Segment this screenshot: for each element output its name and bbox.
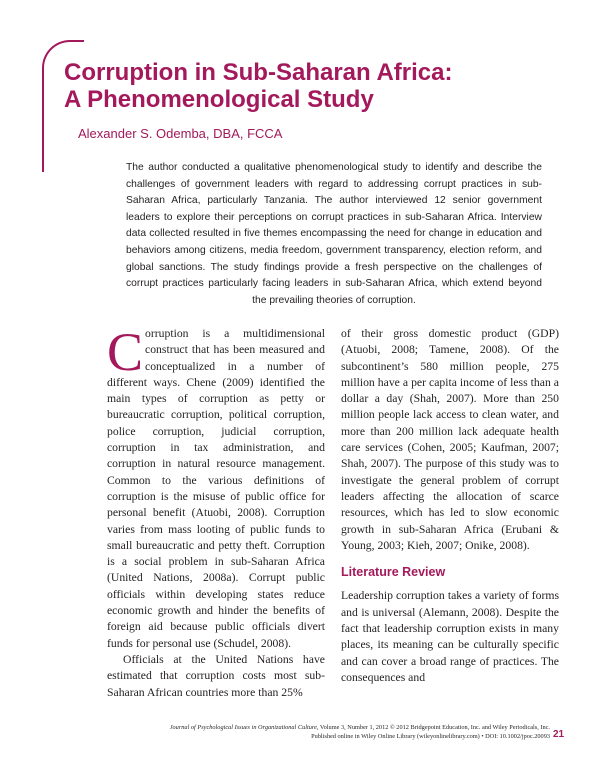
- footer-citation: , Volume 3, Number 1, 2012 © 2012 Bridgepoint Education, Inc. and Wiley Periodicals, Inc.: [316, 724, 550, 731]
- journal-name: Journal of Psychological Issues in Organizational Culture: [169, 724, 317, 731]
- author-byline: Alexander S. Odemba, DBA, FCCA: [78, 126, 283, 141]
- article-title: [64, 59, 584, 113]
- body-column-left: [107, 322, 325, 701]
- intro-paragraph-text: orruption is a multidimensional construct that has been measured and conceptualized in a number of different ways. Chene (2009) identified the main types of corruption as petty or bureaucratic corruption, political corruption, police corruption, judicial corruption, corruption in tax administration, and corruption in natural resource management. Common to the various definitions of corruption is the misuse of public office for personal benefit (Atuobi, 2008). Corruption varies from mass looting of public funds to small bureaucratic and petty theft. Corruption is a social problem in sub-Saharan Africa (United Nations, 2008a). Corrupt public officials within developing states reduce economic growth and hinder the benefits of foreign aid because public officials divert funds for personal use (Schudel, 2008).: [107, 327, 325, 650]
- body-paragraph: Officials at the United Nations have estimated that corruption costs most sub-Saharan African countries more than 25%: [107, 652, 325, 699]
- page-number: 21: [553, 729, 565, 740]
- section-heading: Literature Review: [341, 565, 446, 580]
- intro-paragraph: [107, 322, 325, 652]
- footer-doi: Published online in Wiley Online Library (wileyonlinelibrary.com) • DOI: 10.1002/jpoc.20093: [311, 733, 550, 740]
- journal-footer: [150, 723, 550, 741]
- body-paragraph: Leadership corruption takes a variety of forms and is universal (Alemann, 2008). Despite the fact that leadership corruption exists in many places, its meaning can be culturally specific and can cover a broad range of practices. The consequences and: [341, 589, 559, 684]
- drop-cap: C: [107, 322, 144, 382]
- title-line-1: Corruption in Sub-Saharan Africa:: [64, 59, 453, 86]
- body-paragraph-continued: of their gross domestic product (GDP) (Atuobi, 2008; Tamene, 2008). Of the subcontinent’s 580 million people, 275 million have a per capita income of less than a dollar a day (Shah, 2007). More than 250 million people lack access to clean water, and more than 200 million lack adequate health care services (Cohen, 2005; Kaufman, 2007; Shah, 2007). The purpose of this study was to investigate the general problem of corrupt leaders affecting the allocation of scarce resources, which has led to slow economic growth in sub-Saharan Africa (Erubani & Young, 2003; Kieh, 2007; Onike, 2008).: [341, 327, 559, 552]
- title-line-2: A Phenomenological Study: [64, 86, 374, 113]
- body-column-right: [341, 326, 559, 686]
- abstract: The author conducted a qualitative phenomenological study to identify and describe the challenges of government leaders with regard to addressing corrupt practices in sub-Saharan Africa, particularly Tanzania. The author interviewed 12 senior government leaders to explore their perceptions on corrupt practices in sub-Saharan Africa. Interview data collected resulted in five themes encompassing the need for change in education and behaviors among citizens, media freedom, government transparency, election reform, and global sanctions. The study findings provide a fresh perspective on the challenges of corrupt practices particularly facing leaders in sub-Saharan Africa, which extend beyond the prevailing theories of corruption.: [126, 162, 542, 306]
